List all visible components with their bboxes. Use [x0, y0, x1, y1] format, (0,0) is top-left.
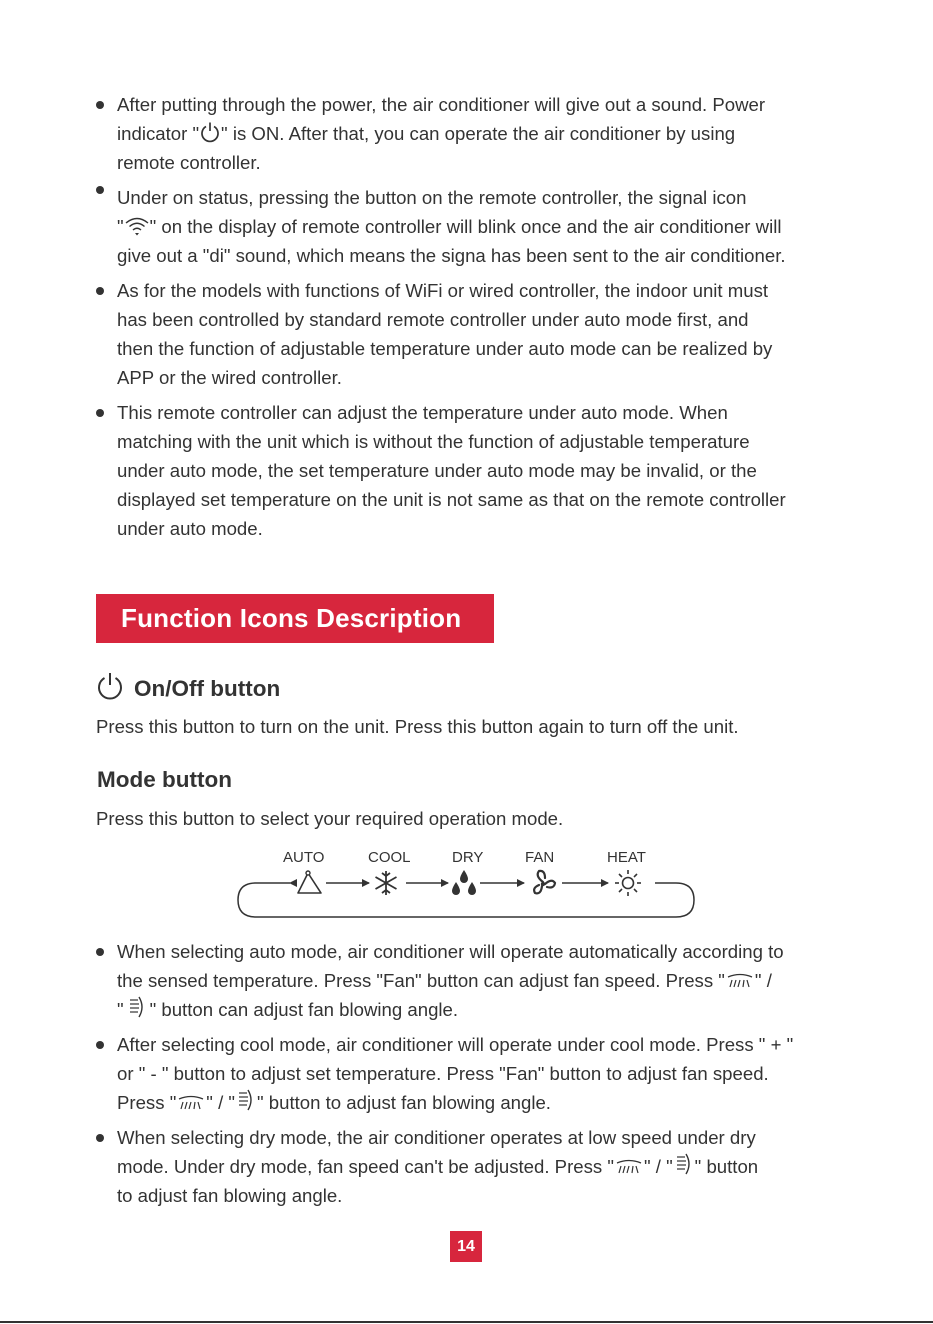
bullet-line: APP or the wired controller.	[117, 367, 342, 388]
bullet-dot	[96, 1134, 104, 1142]
bullet-item	[96, 398, 856, 543]
bullet-item	[96, 276, 856, 392]
bullet-dot	[96, 1041, 104, 1049]
bullet-line: the sensed temperature. Press "Fan" button can adjust fan speed. Press " " /	[117, 970, 772, 991]
mode-description: Press this button to select your required operation mode.	[96, 808, 564, 829]
bullet-line: has been controlled by standard remote controller under auto mode first, and	[117, 309, 749, 330]
bullet-item	[96, 1123, 856, 1210]
power-icon	[199, 121, 221, 143]
bullet-line: When selecting auto mode, air conditioner will operate automatically according to	[117, 941, 784, 962]
bullet-line: or " - " button to adjust set temperature. Press "Fan" button to adjust fan speed.	[117, 1063, 769, 1084]
swing-icon	[237, 1088, 255, 1112]
bullet-line: under auto mode.	[117, 518, 263, 539]
bullet-line: As for the models with functions of WiFi or wired controller, the indoor unit must	[117, 280, 769, 301]
fan-icon	[534, 871, 555, 893]
bullet-line: Press " " / " " button to adjust fan blowing angle.	[117, 1088, 856, 1117]
bullet-item	[96, 937, 856, 1024]
droplets-icon	[452, 870, 476, 895]
section-title-banner: Function Icons Description	[96, 594, 494, 643]
sun-icon	[615, 870, 641, 896]
auto-mode-icon	[298, 871, 321, 893]
bullet-line: This remote controller can adjust the temperature under auto mode. When	[117, 402, 728, 423]
bullet-dot	[96, 186, 104, 194]
fan-speed-icon	[725, 972, 755, 990]
onoff-heading-row	[95, 671, 280, 706]
signal-icon	[124, 216, 150, 236]
bullet-item	[96, 90, 856, 177]
fan-speed-icon	[176, 1094, 206, 1112]
bullet-line: indicator " " is ON. After that, you can operate the air conditioner by using	[117, 123, 736, 144]
bullet-line: After selecting cool mode, air conditioner will operate under cool mode. Press " + "	[117, 1034, 794, 1055]
bullet-line: under auto mode, the set temperature under auto mode may be invalid, or the	[117, 460, 757, 481]
fan-speed-icon	[614, 1158, 644, 1176]
bullet-item	[96, 1030, 856, 1117]
mode-label-heat: HEAT	[607, 849, 646, 866]
page-number: 14	[450, 1231, 482, 1262]
mode-label-auto: AUTO	[283, 849, 325, 866]
bullet-dot	[96, 948, 104, 956]
mode-label-dry: DRY	[452, 849, 484, 866]
bullet-line: matching with the unit which is without the function of adjustable temperature	[117, 431, 750, 452]
mode-heading: Mode button	[97, 767, 232, 792]
bullet-dot	[96, 287, 104, 295]
mode-cycle-diagram	[230, 864, 702, 924]
bullet-line: then the function of adjustable temperature under auto mode can be realized by	[117, 338, 773, 359]
bullet-dot	[96, 101, 104, 109]
power-icon	[95, 671, 125, 706]
mode-label-cool: COOL	[368, 849, 411, 866]
swing-icon	[675, 1152, 693, 1176]
bullet-line: After putting through the power, the air conditioner will give out a sound. Power	[117, 94, 766, 115]
bullet-line: to adjust fan blowing angle.	[117, 1185, 343, 1206]
onoff-description: Press this button to turn on the unit. Press this button again to turn off the unit.	[96, 716, 739, 737]
snowflake-icon	[376, 871, 397, 895]
footer-divider	[0, 1321, 933, 1323]
bullet-line: displayed set temperature on the unit is not same as that on the remote controller	[117, 489, 786, 510]
onoff-heading: On/Off button	[134, 675, 281, 701]
bullet-line: When selecting dry mode, the air conditioner operates at low speed under dry	[117, 1127, 756, 1148]
bullet-line: " " button can adjust fan blowing angle.	[117, 995, 856, 1024]
bullet-line: " " on the display of remote controller will blink once and the air conditioner will	[117, 216, 782, 237]
swing-icon	[128, 995, 146, 1019]
bullet-line: Under on status, pressing the button on the remote controller, the signal icon	[117, 187, 747, 208]
bullet-dot	[96, 409, 104, 417]
bullet-line: mode. Under dry mode, fan speed can't be adjusted. Press " " / " " button	[117, 1152, 856, 1181]
bullet-line: give out a "di" sound, which means the signa has been sent to the air conditioner.	[117, 245, 786, 266]
bullet-line: remote controller.	[117, 152, 261, 173]
bottom-bullet-list	[96, 937, 856, 1210]
bullet-item	[96, 183, 856, 270]
top-bullet-list	[96, 90, 856, 543]
mode-label-fan: FAN	[525, 849, 555, 866]
